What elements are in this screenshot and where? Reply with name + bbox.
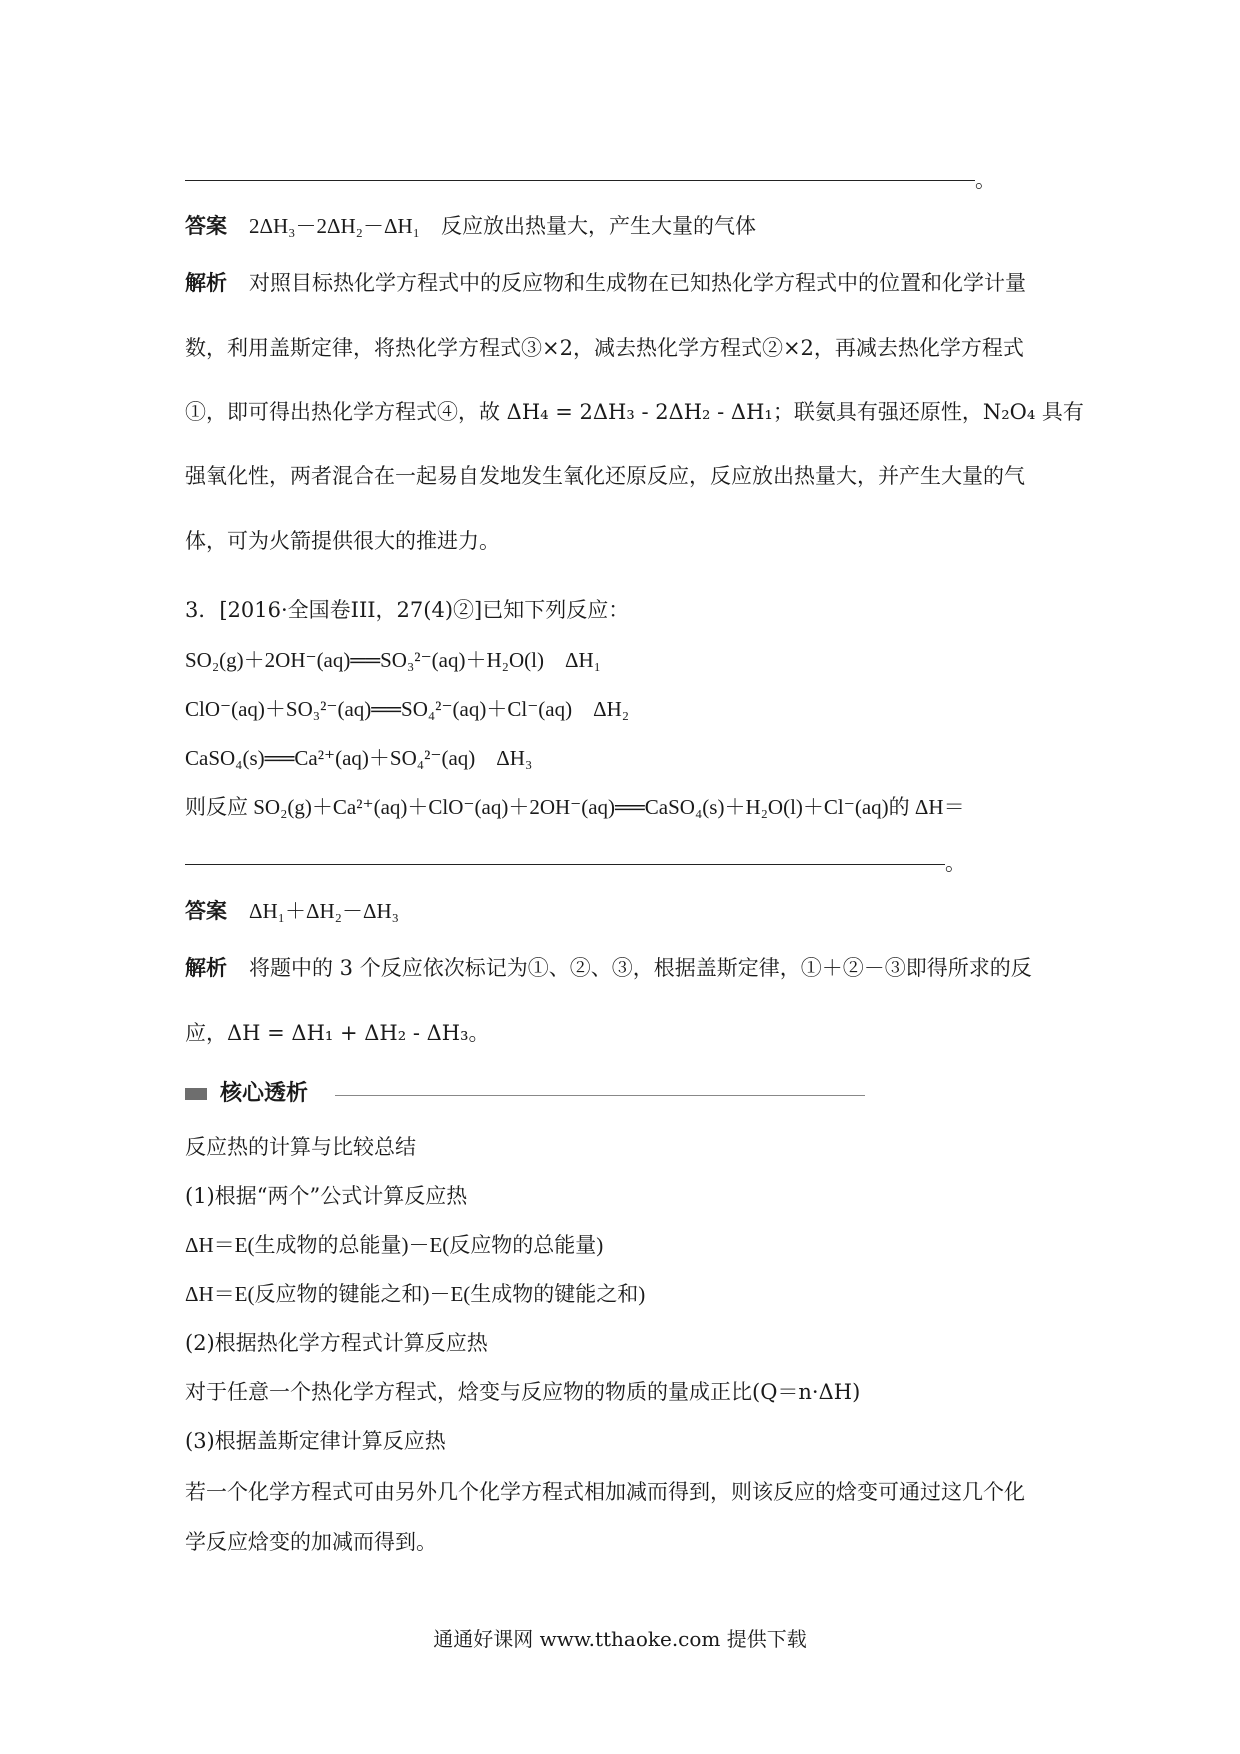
q3-analysis-line-2: 应，ΔH = ΔH₁ + ΔH₂ - ΔH₃。	[185, 1021, 490, 1045]
summary-line-7: 若一个化学方程式可由另外几个化学方程式相加减而得到，则该反应的焓变可通过这几个化	[185, 1480, 1025, 1504]
blank-period: 。	[975, 168, 996, 192]
q3-analysis-line-1	[185, 953, 1065, 983]
summary-line-1: (1)根据“两个”公式计算反应热	[185, 1184, 468, 1208]
answer-label: 答案	[185, 213, 227, 238]
analysis-text: 将题中的 3 个反应依次标记为①、②、③，根据盖斯定律，①＋②－③即得所求的反	[249, 956, 1032, 980]
summary-line-3: ΔH＝E(反应物的键能之和)－E(生成物的键能之和)	[185, 1282, 646, 1306]
q3-heading: 3．[2016·全国卷III，27(4)②]已知下列反应：	[185, 598, 630, 622]
summary-line-4: (2)根据热化学方程式计算反应热	[185, 1331, 488, 1355]
section-marker	[185, 1088, 207, 1100]
analysis-text: 对照目标热化学方程式中的反应物和生成物在已知热化学方程式中的位置和化学计量	[249, 271, 1026, 295]
answer-text: ΔH₁＋ΔH₂－ΔH₃	[249, 899, 399, 923]
summary-line-8: 学反应焓变的加减而得到。	[185, 1530, 437, 1554]
q3-equation-3: CaSO₄(s)══Ca²⁺(aq)＋SO₄²⁻(aq) ΔH₃	[185, 746, 533, 770]
blank-period: 。	[945, 851, 966, 875]
q2-analysis-line-2: 数，利用盖斯定律，将热化学方程式③×2，减去热化学方程式②×2，再减去热化学方程式	[185, 336, 1024, 360]
section-rule	[335, 1095, 865, 1096]
q2-analysis-line-5: 体，可为火箭提供很大的推进力。	[185, 529, 500, 553]
q3-answer	[185, 896, 1065, 926]
page-footer: 通通好课网 www.tthaoke.com 提供下载	[433, 1627, 807, 1651]
summary-line-5: 对于任意一个热化学方程式，焓变与反应物的物质的量成正比(Q＝n·ΔH)	[185, 1380, 861, 1404]
summary-line-2: ΔH＝E(生成物的总能量)－E(反应物的总能量)	[185, 1233, 604, 1257]
answer-blank-line	[185, 864, 945, 865]
q2-answer	[185, 211, 1065, 241]
answer-label: 答案	[185, 898, 227, 923]
q2-analysis-line-3: ①，即可得出热化学方程式④，故 ΔH₄ = 2ΔH₃ - 2ΔH₂ - ΔH₁；联氨具有强还原性，N₂O₄ 具有	[185, 400, 1084, 424]
q3-equation-1: SO₂(g)＋2OH⁻(aq)══SO₃²⁻(aq)＋H₂O(l) ΔH₁	[185, 648, 601, 672]
analysis-label: 解析	[185, 955, 227, 980]
section-title: 核心透析	[220, 1080, 309, 1106]
q2-analysis-line-1	[185, 268, 1065, 298]
q3-equation-2: ClO⁻(aq)＋SO₃²⁻(aq)══SO₄²⁻(aq)＋Cl⁻(aq) ΔH₂	[185, 697, 630, 721]
summary-heading: 反应热的计算与比较总结	[185, 1135, 416, 1159]
answer-blank-line	[185, 180, 975, 181]
section-heading	[185, 1078, 685, 1108]
q2-analysis-line-4: 强氧化性，两者混合在一起易自发地发生氧化还原反应，反应放出热量大，并产生大量的气	[185, 464, 1025, 488]
answer-text: 2ΔH₃－2ΔH₂－ΔH₁ 反应放出热量大，产生大量的气体	[249, 214, 756, 238]
analysis-label: 解析	[185, 270, 227, 295]
summary-line-6: (3)根据盖斯定律计算反应热	[185, 1429, 446, 1453]
q3-question: 则反应 SO₂(g)＋Ca²⁺(aq)＋ClO⁻(aq)＋2OH⁻(aq)══CaSO₄(s)＋H₂O(l)＋Cl⁻(aq)的 ΔH＝	[185, 795, 965, 819]
